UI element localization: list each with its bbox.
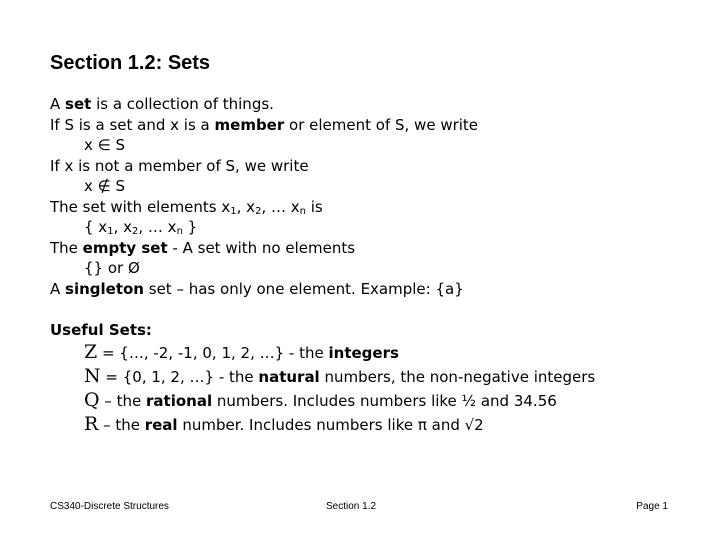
element-of-notation: x ∈ S (84, 136, 126, 154)
footer-course: CS340-Discrete Structures (50, 501, 169, 512)
useful-set-naturals: N = {0, 1, 2, …} - the natural numbers, the non-negative integers (84, 365, 596, 387)
reals-symbol: R (84, 413, 99, 435)
rationals-symbol: Q (84, 389, 100, 411)
useful-set-integers: Z = {…, -2, -1, 0, 1, 2, …} - the integers (84, 341, 399, 363)
useful-set-reals: R – the real number. Includes numbers like π and √2 (84, 413, 484, 435)
footer-page-number: Page 1 (636, 501, 668, 512)
useful-set-rationals: Q – the rational numbers. Includes numbers like ½ and 34.56 (84, 389, 557, 411)
singleton-line: A singleton set – has only one element. Example: {a} (50, 279, 464, 298)
empty-set-line: The empty set - A set with no elements (50, 238, 356, 257)
not-element-of-notation: x ∉ S (84, 177, 126, 195)
set-braces-notation: { $x_1$, $x_2$, … $x_n$ } (84, 218, 198, 237)
term-set: set (65, 95, 92, 113)
empty-set-notation: {} or Ø (84, 259, 140, 277)
footer-section: Section 1.2 (326, 501, 377, 512)
slide-title: Section 1.2: Sets (50, 52, 211, 74)
member-definition-line: If S is a set and x is a member or element of S, we write (50, 115, 479, 134)
set-with-elements-line: The set with elements $x_1$, $x_2$, … $x_n$ is (50, 197, 323, 217)
set-definition-line: A set is a collection of things. (50, 95, 274, 113)
useful-sets-list (50, 340, 700, 436)
term-empty-set: empty set (82, 238, 168, 257)
spacer (50, 299, 700, 320)
term-singleton: singleton (65, 279, 144, 298)
slide-body (50, 94, 700, 436)
useful-sets-heading: Useful Sets: (50, 320, 152, 339)
not-member-line: If x is not a member of S, we write (50, 156, 309, 175)
integers-symbol: Z (84, 341, 98, 363)
term-member: member (214, 115, 285, 134)
naturals-symbol: N (84, 365, 101, 387)
